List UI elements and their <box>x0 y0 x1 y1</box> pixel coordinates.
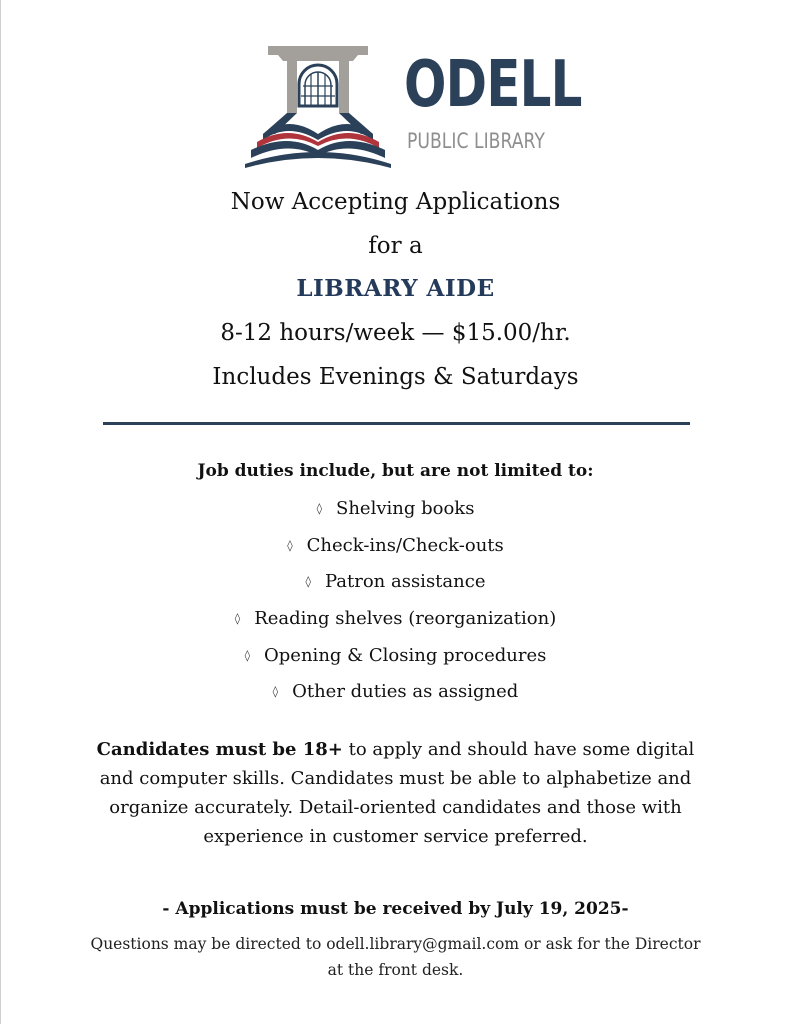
requirements-bold-lead: Candidates must be 18+ <box>96 739 343 760</box>
duty-item: ◊ Patron assistance <box>305 571 486 592</box>
duty-item: ◊ Shelving books <box>316 498 475 519</box>
diamond-bullet-icon: ◊ <box>287 539 293 552</box>
duty-item: ◊ Opening & Closing procedures <box>244 645 547 666</box>
diamond-bullet-icon: ◊ <box>316 502 322 515</box>
headline-line-1: Now Accepting Applications <box>230 189 561 215</box>
diamond-bullet-icon: ◊ <box>272 685 279 698</box>
diamond-bullet-icon: ◊ <box>305 575 311 588</box>
headline-line-2: for a <box>368 233 423 259</box>
requirements-line-2: and computer skills. Candidates must be able to alphabetize and <box>99 768 692 789</box>
schedule: Includes Evenings & Saturdays <box>212 364 579 390</box>
duty-item: ◊ Other duties as assigned <box>272 681 519 702</box>
library-name: ODELL <box>404 48 582 122</box>
duty-item: ◊ Check-ins/Check-outs <box>287 535 504 556</box>
application-deadline: - Applications must be received by July 19, 2025- <box>162 899 629 919</box>
requirements-line-3: organize accurately. Detail-oriented candidates and those with <box>109 797 682 818</box>
contact-line-2: at the front desk. <box>327 961 464 979</box>
hours-pay: 8-12 hours/week — $15.00/hr. <box>220 320 571 346</box>
diamond-bullet-icon: ◊ <box>234 612 241 625</box>
requirements-line-4: experience in customer service preferred. <box>203 826 588 847</box>
contact-line-1: Questions may be directed to odell.library@gmail.com or ask for the Director <box>90 935 701 953</box>
divider-rule <box>103 422 690 425</box>
requirements-line-1: Candidates must be 18+ to apply and should have some digital <box>96 739 695 760</box>
diamond-bullet-icon: ◊ <box>244 649 251 662</box>
position-title: LIBRARY AIDE <box>296 275 495 302</box>
duties-title: Job duties include, but are not limited to: <box>197 461 594 481</box>
duty-item: ◊ Reading shelves (reorganization) <box>234 608 557 629</box>
library-subtitle: PUBLIC LIBRARY <box>407 129 545 153</box>
